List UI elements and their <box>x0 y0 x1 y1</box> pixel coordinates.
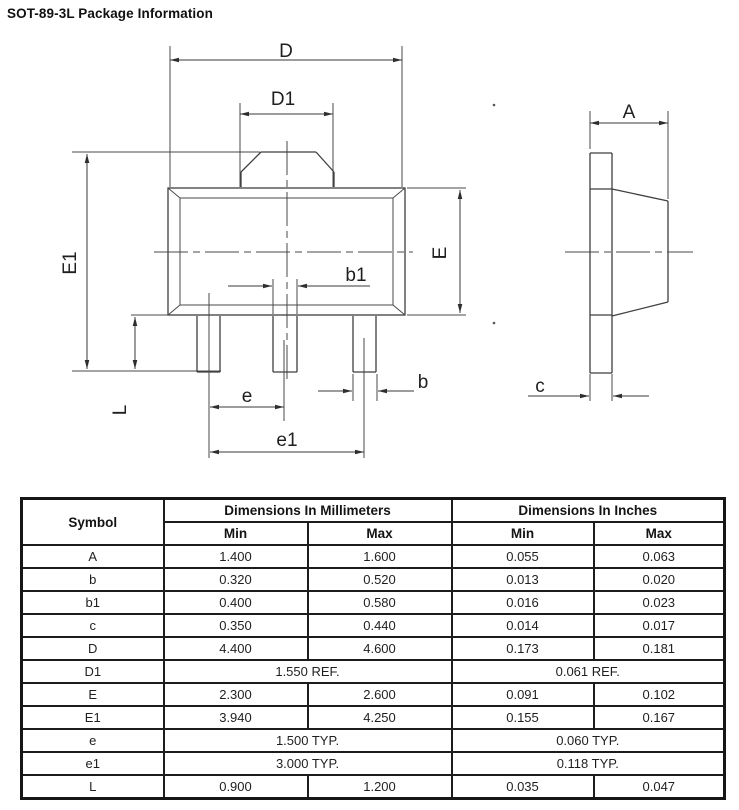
table-row <box>22 775 725 799</box>
cell-mm-min: 1.400 <box>164 545 308 568</box>
cell-mm-span: 1.550 REF. <box>164 660 452 683</box>
col-header-in-max: Max <box>594 522 725 545</box>
body-chamfer-line <box>393 188 405 198</box>
cell-in-min: 0.013 <box>452 568 594 591</box>
dim-label-e1: e1 <box>276 430 298 451</box>
col-header-symbol: Symbol <box>22 499 164 546</box>
cell-symbol: b <box>22 568 164 591</box>
cell-in-min: 0.091 <box>452 683 594 706</box>
cell-mm-min: 0.900 <box>164 775 308 799</box>
dim-label-D1: D1 <box>270 89 296 110</box>
cell-mm-min: 2.300 <box>164 683 308 706</box>
cell-symbol: D1 <box>22 660 164 683</box>
cell-mm-max: 0.580 <box>308 591 452 614</box>
cell-in-max: 0.020 <box>594 568 725 591</box>
cell-mm-min: 0.400 <box>164 591 308 614</box>
lead-center <box>273 316 297 372</box>
cell-in-min: 0.173 <box>452 637 594 660</box>
table-header-row <box>22 499 725 523</box>
dim-label-b: b <box>417 372 429 393</box>
page-title: SOT-89-3L Package Information <box>7 6 213 21</box>
cell-mm-min: 3.940 <box>164 706 308 729</box>
col-header-mm-min: Min <box>164 522 308 545</box>
table-row <box>22 706 725 729</box>
col-header-millimeters: Dimensions In Millimeters <box>164 499 452 523</box>
side-body-profile-line <box>612 189 668 201</box>
cell-in-span: 0.061 REF. <box>452 660 725 683</box>
cell-mm-min: 0.350 <box>164 614 308 637</box>
dim-label-c: c <box>535 376 545 397</box>
cell-in-max: 0.023 <box>594 591 725 614</box>
tab-outline-line <box>241 152 261 172</box>
table-row <box>22 545 725 568</box>
cell-in-max: 0.017 <box>594 614 725 637</box>
dim-label-b1: b1 <box>345 265 367 286</box>
table-row <box>22 637 725 660</box>
speck-dot <box>493 104 496 107</box>
cell-in-min: 0.035 <box>452 775 594 799</box>
dim-label-D: D <box>279 41 293 62</box>
cell-symbol: b1 <box>22 591 164 614</box>
cell-mm-max: 0.440 <box>308 614 452 637</box>
cell-in-max: 0.063 <box>594 545 725 568</box>
col-header-in-min: Min <box>452 522 594 545</box>
table-row <box>22 660 725 683</box>
table-row <box>22 568 725 591</box>
tab-outline-line <box>316 152 334 172</box>
front-view <box>60 41 466 458</box>
body-chamfer-line <box>168 305 180 315</box>
table-row <box>22 591 725 614</box>
side-view <box>493 102 693 401</box>
dim-label-E: E <box>430 246 451 260</box>
cell-mm-min: 0.320 <box>164 568 308 591</box>
cell-mm-min: 4.400 <box>164 637 308 660</box>
cell-mm-max: 4.250 <box>308 706 452 729</box>
table-row <box>22 752 725 775</box>
cell-in-min: 0.155 <box>452 706 594 729</box>
col-header-inches: Dimensions In Inches <box>452 499 725 523</box>
dimensions-table <box>20 497 726 800</box>
cell-in-max: 0.047 <box>594 775 725 799</box>
dim-label-E1: E1 <box>60 251 81 275</box>
body-chamfer-line <box>168 188 180 198</box>
col-header-mm-max: Max <box>308 522 452 545</box>
cell-symbol: E1 <box>22 706 164 729</box>
dim-label-L: L <box>110 404 131 416</box>
cell-mm-max: 4.600 <box>308 637 452 660</box>
dim-label-e: e <box>241 386 253 407</box>
table-row <box>22 683 725 706</box>
cell-in-min: 0.016 <box>452 591 594 614</box>
cell-mm-max: 2.600 <box>308 683 452 706</box>
body-chamfer-line <box>393 305 405 315</box>
cell-symbol: e1 <box>22 752 164 775</box>
cell-in-span: 0.060 TYP. <box>452 729 725 752</box>
cell-mm-max: 1.600 <box>308 545 452 568</box>
cell-symbol: e <box>22 729 164 752</box>
cell-in-min: 0.055 <box>452 545 594 568</box>
cell-symbol: A <box>22 545 164 568</box>
cell-in-max: 0.181 <box>594 637 725 660</box>
cell-symbol: L <box>22 775 164 799</box>
side-body-profile-line <box>612 302 668 316</box>
cell-symbol: c <box>22 614 164 637</box>
cell-mm-max: 1.200 <box>308 775 452 799</box>
cell-in-span: 0.118 TYP. <box>452 752 725 775</box>
cell-mm-span: 1.500 TYP. <box>164 729 452 752</box>
table-row <box>22 729 725 752</box>
table-row <box>22 614 725 637</box>
cell-in-max: 0.102 <box>594 683 725 706</box>
cell-in-max: 0.167 <box>594 706 725 729</box>
cell-mm-max: 0.520 <box>308 568 452 591</box>
cell-mm-span: 3.000 TYP. <box>164 752 452 775</box>
speck-dot <box>493 322 496 325</box>
cell-in-min: 0.014 <box>452 614 594 637</box>
cell-symbol: E <box>22 683 164 706</box>
cell-symbol: D <box>22 637 164 660</box>
dim-label-A: A <box>622 102 636 123</box>
